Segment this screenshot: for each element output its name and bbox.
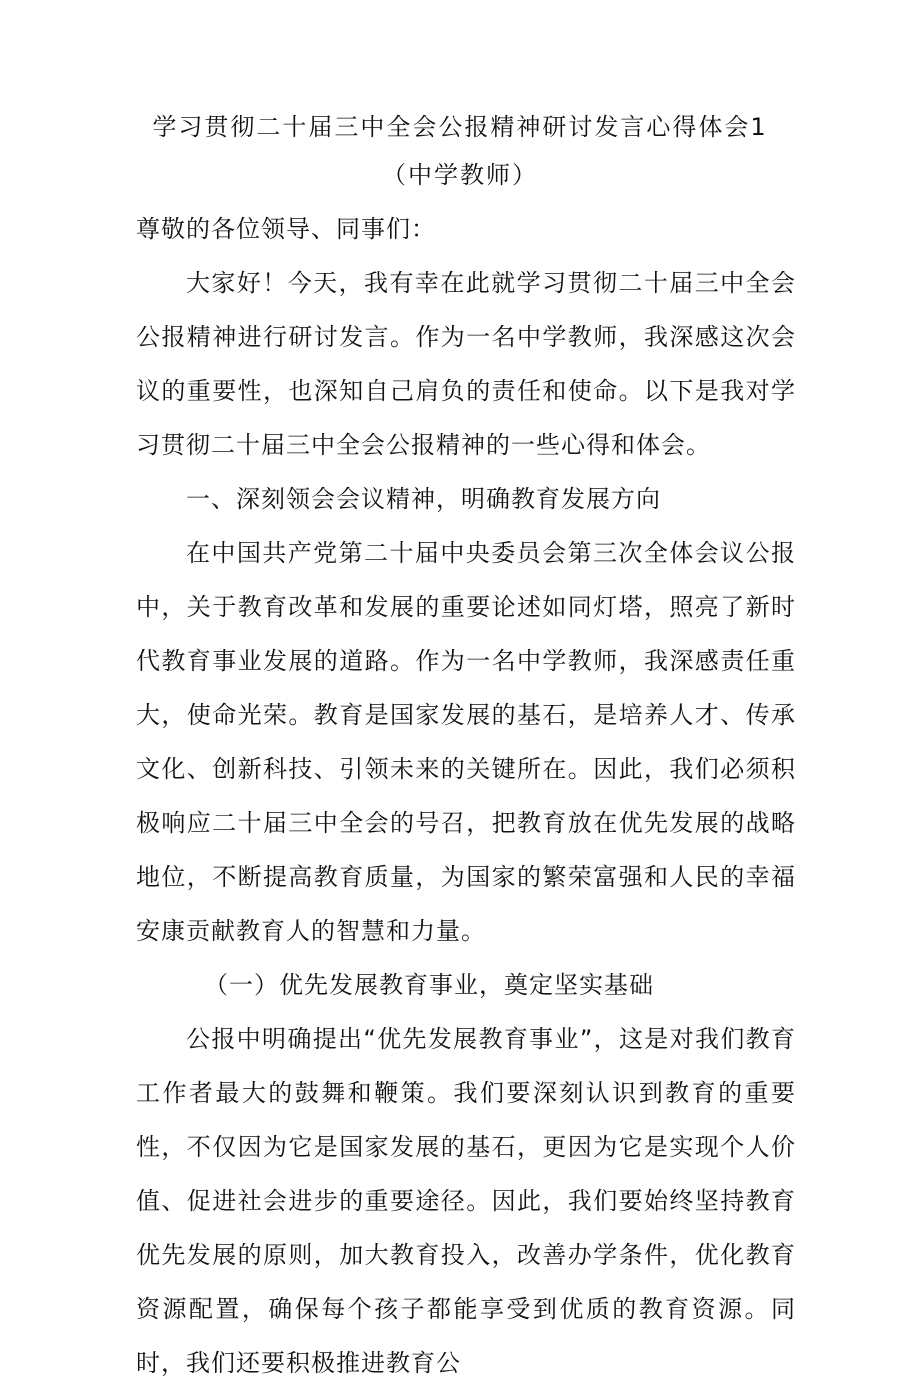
paragraph-section-1: 在中国共产党第二十届中央委员会第三次全体会议公报中，关于教育改革和发展的重要论述如同灯塔，照亮了新时代教育事业发展的道路。作为一名中学教师，我深感责任重大，使命光荣。教育是国家发展的基石，是培养人才、传承文化、创新科技、引领未来的关键所在。因此，我们必须积极响应二十届三中全会的号召，把教育放在优先发展的战略地位，不断提高教育质量，为国家的繁荣富强和人民的幸福安康贡献教育人的智慧和力量。 — [136, 539, 796, 945]
document-body — [136, 202, 796, 1390]
document-title: 学习贯彻二十届三中全会公报精神研讨发言心得体会1 — [152, 113, 768, 141]
paragraph-subsection-1: 公报中明确提出“优先发展教育事业”，这是对我们教育工作者最大的鼓舞和鞭策。我们要深刻认识到教育的重要性，不仅因为它是国家发展的基石，更因为它是实现个人价值、促进社会进步的重要途径。因此，我们要始终坚持教育优先发展的原则，加大教育投入，改善办学条件，优化教育资源配置，确保每个孩子都能享受到优质的教育资源。同时，我们还要积极推进教育公 — [136, 1025, 796, 1377]
section-heading-1: 一、深刻领会会议精神，明确教育发展方向 — [186, 485, 661, 513]
paragraph-intro: 大家好！今天，我有幸在此就学习贯彻二十届三中全会公报精神进行研讨发言。作为一名中学教师，我深感这次会议的重要性，也深知自己肩负的责任和使命。以下是我对学习贯彻二十届三中全会公报精神的一些心得和体会。 — [136, 269, 796, 459]
salutation: 尊敬的各位领导、同事们： — [136, 215, 436, 243]
subsection-heading-1: （一）优先发展教育事业，奠定坚实基础 — [204, 971, 654, 999]
document-subtitle: （中学教师） — [382, 161, 538, 189]
